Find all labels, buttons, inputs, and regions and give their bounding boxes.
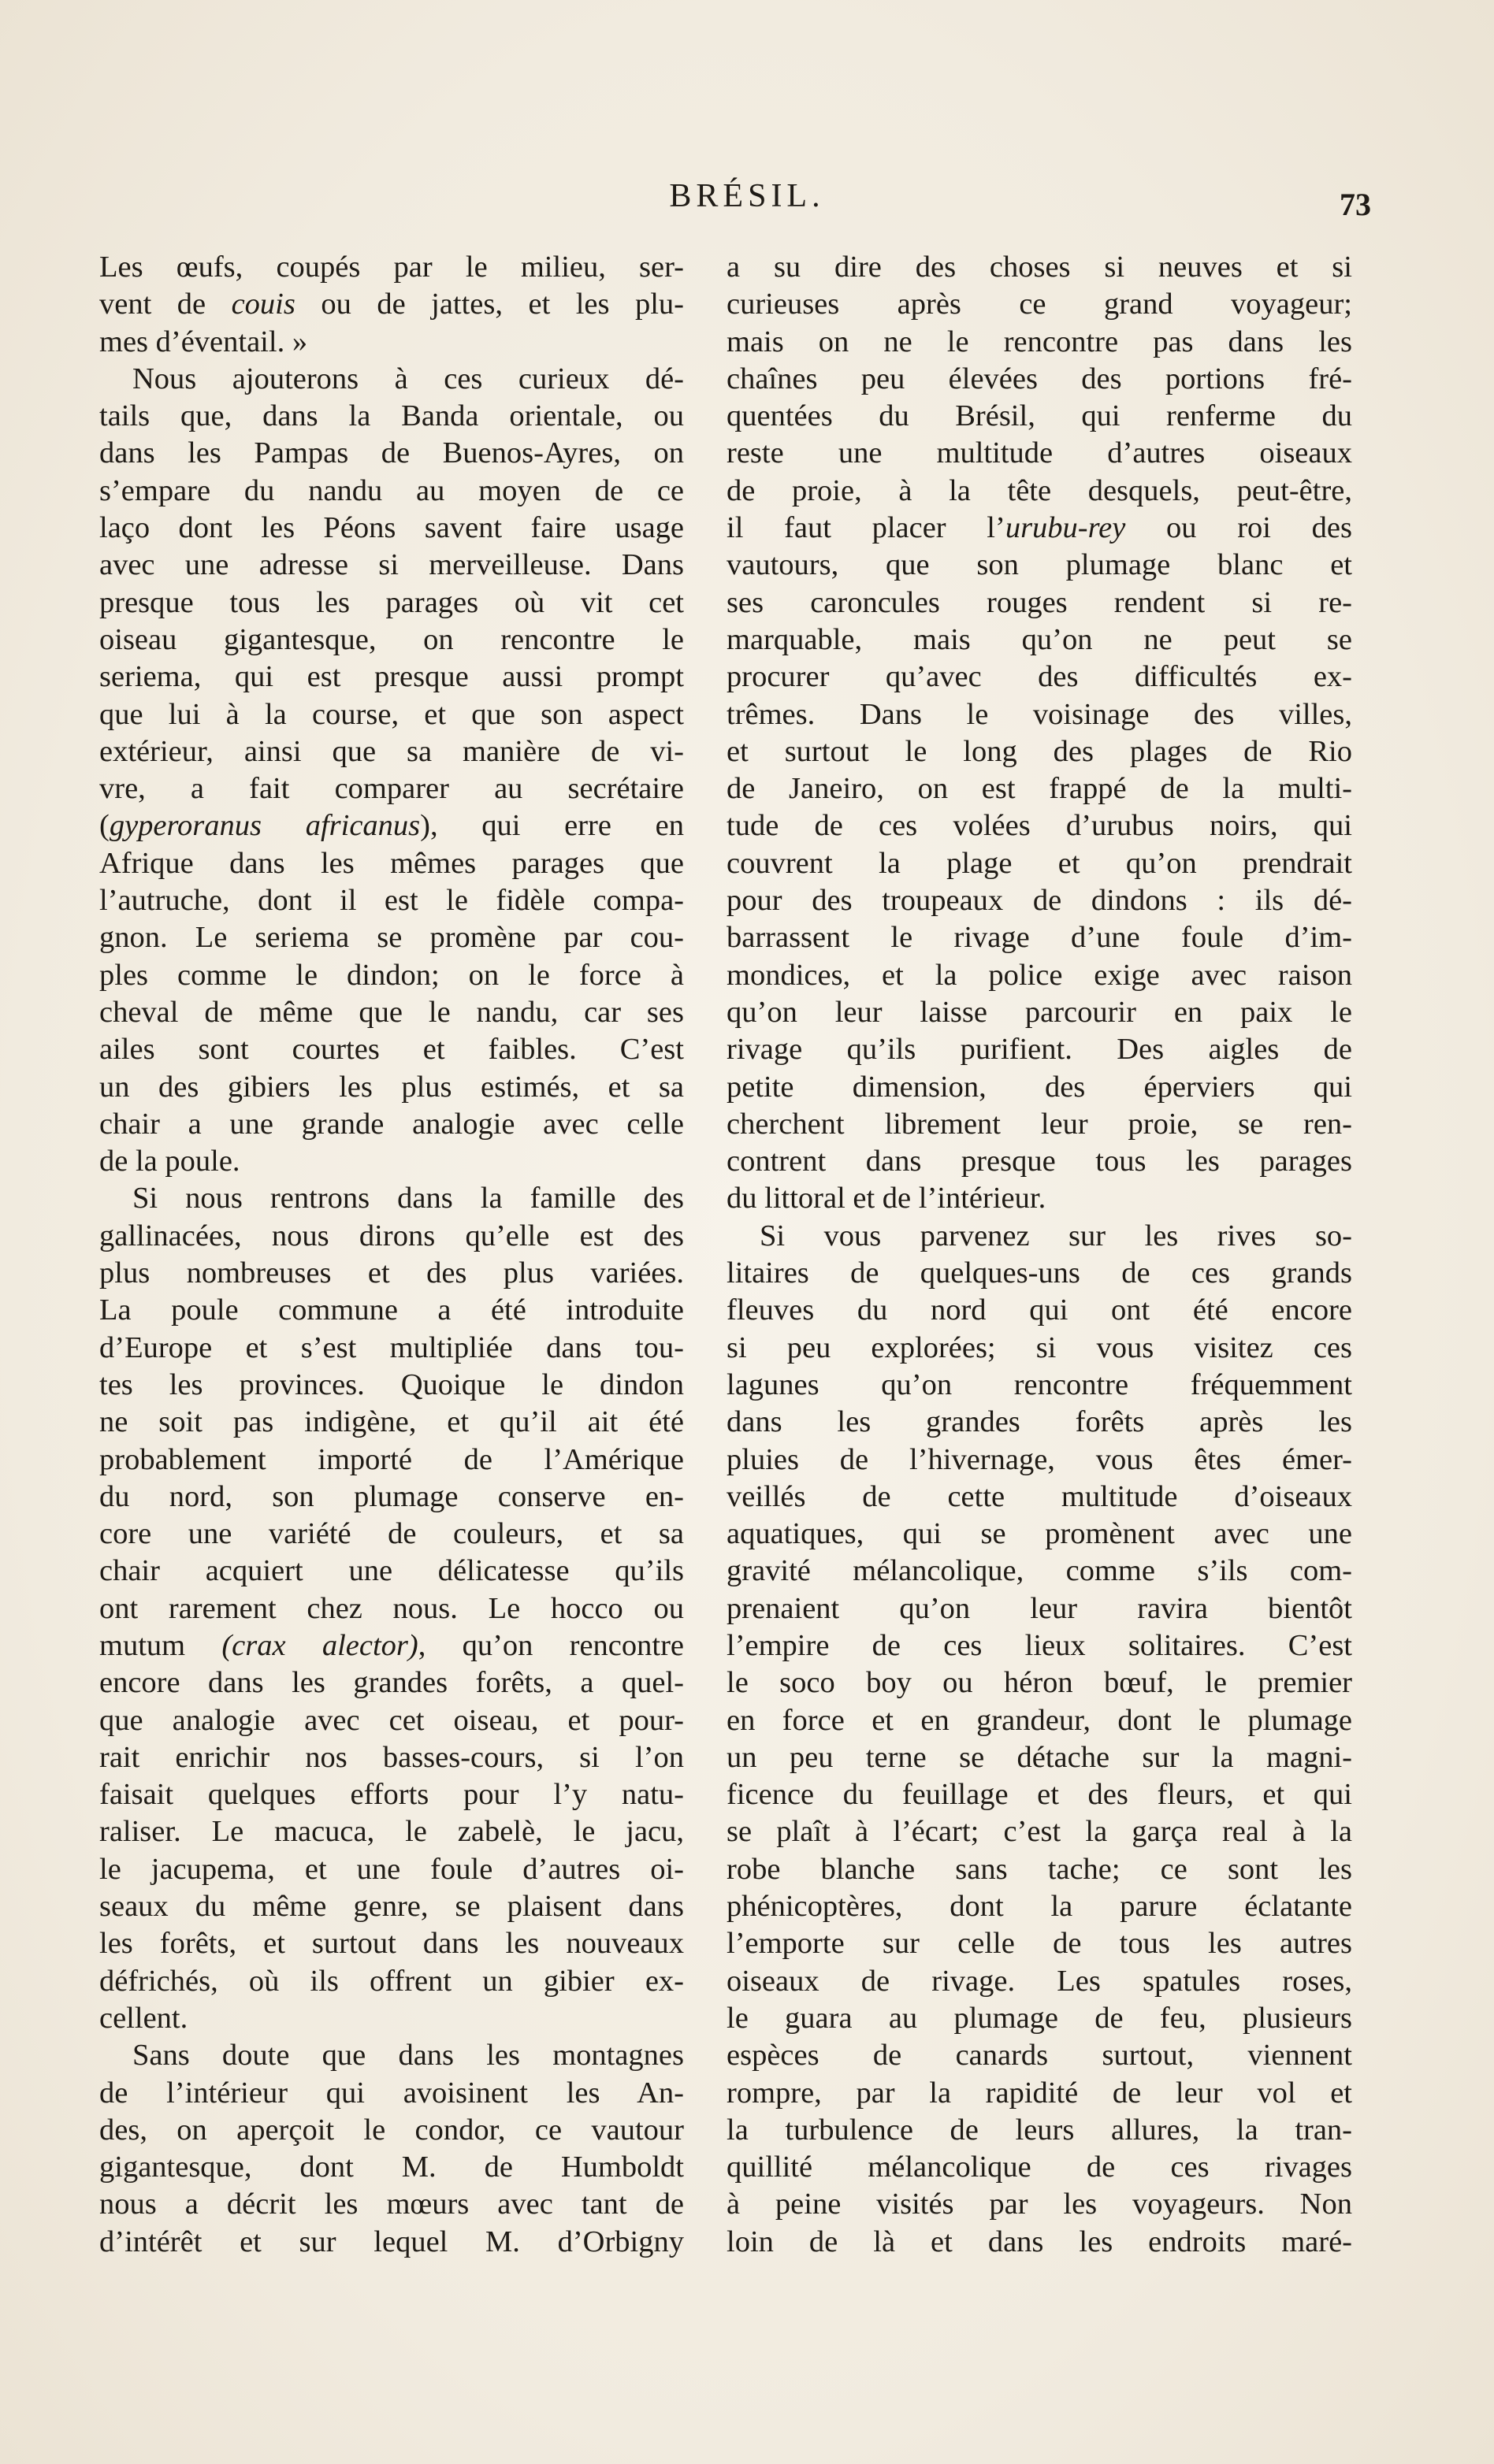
text-line: pour des troupeaux de dindons : ils dé- [727,884,1352,918]
text-line: rait enrichir nos basses-cours, si l’on [99,1740,684,1774]
text-line: encore dans les grandes forêts, a quel- [99,1666,684,1700]
text-line: la turbulence de leurs allures, la tran- [727,2113,1352,2147]
text-line: dans les Pampas de Buenos-Ayres, on [99,436,684,470]
text-line: mes d’éventail. » [99,325,308,358]
text-line: chair a une grande analogie avec celle [99,1107,684,1141]
text-line: Les œufs, coupés par le milieu, ser- [99,250,684,284]
text-line: plus nombreuses et des plus variées. [99,1256,684,1290]
page-number: 73 [1340,187,1371,222]
text-line: fleuves du nord qui ont été encore [727,1293,1352,1327]
text-line: se plaît à l’écart; c’est la garça real à la [727,1815,1352,1849]
text-line: Afrique dans les mêmes parages que [99,846,684,880]
italic-term: urubu-rey [1005,511,1126,545]
text-line: contrent dans presque tous les parages [727,1145,1352,1178]
text-line: robe blanche sans tache; ce sont les [727,1852,1352,1886]
text-line: lagunes qu’on rencontre fréquemment [727,1367,1352,1401]
text-line: défrichés, où ils offrent un gibier ex- [99,1964,684,1998]
text-line: presque tous les parages où vit cet [99,585,684,619]
text-line-part: vent de [99,288,232,321]
text-line: du littoral et de l’intérieur. [727,1182,1046,1215]
text-line: probablement importé de l’Amérique [99,1442,684,1476]
text-line: phénicoptères, dont la parure éclatante [727,1890,1352,1924]
text-line: tes les provinces. Quoique le dindon [99,1367,684,1401]
text-line: cheval de même que le nandu, car ses [99,995,684,1029]
text-line: de proie, à la tête desquels, peut-être, [727,473,1352,507]
text-line: ailes sont courtes et faibles. C’est [99,1033,684,1067]
text-line: des, on aperçoit le condor, ce vautour [99,2113,684,2147]
text-line: La poule commune a été introduite [99,1293,684,1327]
text-line: core une variété de couleurs, et sa [99,1517,684,1551]
text-line: les forêts, et surtout dans les nouveaux [99,1927,684,1961]
text-line: le soco boy ou héron bœuf, le premier [727,1666,1352,1700]
text-line: oiseaux de rivage. Les spatules roses, [727,1964,1352,1998]
text-line: ne soit pas indigène, et qu’il ait été [99,1405,684,1439]
text-line: raliser. Le macuca, le zabelè, le jacu, [99,1815,684,1849]
text-line: gravité mélancolique, comme s’ils com- [727,1554,1352,1588]
text-line: prenaient qu’on leur ravira bientôt [727,1591,1352,1625]
text-line: ses caroncules rouges rendent si re- [727,585,1352,619]
text-line: s’empare du nandu au moyen de ce [99,473,684,507]
text-line: le jacupema, et une foule d’autres oi- [99,1852,684,1886]
text-line: a su dire des choses si neuves et si [727,250,1352,284]
text-line: seriema, qui est presque aussi prompt [99,660,684,694]
text-line: gallinacées, nous dirons qu’elle est des [99,1219,684,1252]
text-line: nous a décrit les mœurs avec tant de [99,2188,684,2221]
text-line: vre, a fait comparer au secrétaire [99,772,684,806]
text-line: l’empire de ces lieux solitaires. C’est [727,1628,1352,1662]
text-line: l’emporte sur celle de tous les autres [727,1927,1352,1961]
text-line: cellent. [99,2001,188,2035]
text-line: oiseau gigantesque, on rencontre le [99,622,684,656]
text-line: couvrent la plage et qu’on prendrait [727,846,1352,880]
text-line: de Janeiro, on est frappé de la multi- [727,772,1352,806]
text-line: cherchent librement leur proie, se ren- [727,1107,1352,1141]
text-line: ficence du feuillage et des fleurs, et qui [727,1778,1352,1812]
text-line: ont rarement chez nous. Le hocco ou [99,1591,684,1625]
italic-term: couis [231,288,295,321]
text-line: mondices, et la police exige avec raison [727,958,1352,992]
text-line-part: ), qui erre en [420,809,684,843]
text-line: chair acquiert une délicatesse qu’ils [99,1554,684,1588]
left-text-column [99,249,684,2261]
text-line: Si vous parvenez sur les rives so- [760,1219,1352,1252]
text-line: barrassent le rivage d’une foule d’im- [727,921,1352,955]
text-line: tude de ces volées d’urubus noirs, qui [727,809,1352,843]
text-line [727,510,1352,547]
text-line: Nous ajouterons à ces curieux dé- [132,362,684,395]
text-line: Sans doute que dans les montagnes [132,2039,684,2073]
text-line: procurer qu’avec des difficultés ex- [727,660,1352,694]
text-line: de l’intérieur qui avoisinent les An- [99,2076,684,2110]
text-line-part: il faut placer l’ [727,511,1005,545]
text-line: litaires de quelques-uns de ces grands [727,1256,1352,1290]
text-line: quentées du Brésil, qui renferme du [727,399,1352,433]
text-line: d’intérêt et sur lequel M. d’Orbigny [99,2225,684,2258]
text-line: quillité mélancolique de ces rivages [727,2150,1352,2184]
text-line: un peu terne se détache sur la magni- [727,1740,1352,1774]
italic-term: (crax alector) [221,1628,418,1662]
text-line: petite dimension, des éperviers qui [727,1070,1352,1104]
text-line: qu’on leur laisse parcourir en paix le [727,995,1352,1029]
text-line: en force et en grandeur, dont le plumage [727,1703,1352,1737]
text-line: d’Europe et s’est multipliée dans tou- [99,1330,684,1364]
text-line-part: , qu’on rencontre [418,1628,684,1662]
text-line: si peu explorées; si vous visitez ces [727,1330,1352,1364]
text-line: gigantesque, dont M. de Humboldt [99,2150,684,2184]
text-line: un des gibiers les plus estimés, et sa [99,1070,684,1104]
text-line [99,807,684,844]
text-line: rivage qu’ils purifient. Des aigles de [727,1033,1352,1067]
text-line: que analogie avec cet oiseau, et pour- [99,1703,684,1737]
text-line: de la poule. [99,1145,240,1178]
text-line: Si nous rentrons dans la famille des [132,1182,684,1215]
text-line: et surtout le long des plages de Rio [727,734,1352,768]
text-line-part: ( [99,809,110,843]
text-line [99,286,684,323]
text-line-part: mutum [99,1628,222,1662]
text-line [99,1627,684,1664]
text-line-part: ou roi des [1125,511,1352,545]
text-line: vautours, que son plumage blanc et [727,548,1352,582]
text-line: extérieur, ainsi que sa manière de vi- [99,734,684,768]
text-line: marquable, mais qu’on ne peut se [727,622,1352,656]
text-line: veillés de cette multitude d’oiseaux [727,1479,1352,1513]
text-line: du nord, son plumage conserve en- [99,1479,684,1513]
text-line: laço dont les Péons savent faire usage [99,511,684,545]
text-line: trêmes. Dans le voisinage des villes, [727,697,1352,731]
text-line: loin de là et dans les endroits maré- [727,2225,1352,2258]
text-line: seaux du même genre, se plaisent dans [99,1890,684,1924]
right-text-column [727,249,1352,2261]
text-line: rompre, par la rapidité de leur vol et [727,2076,1352,2110]
text-line: tails que, dans la Banda orientale, ou [99,399,684,433]
italic-term: gyperoranus africanus [109,809,421,843]
text-line: avec une adresse si merveilleuse. Dans [99,548,684,582]
text-line-part: ou de jattes, et les plu- [295,288,684,321]
text-line: ples comme le dindon; on le force à [99,958,684,992]
text-line: pluies de l’hivernage, vous êtes émer- [727,1442,1352,1476]
text-line: aquatiques, qui se promènent avec une [727,1517,1352,1551]
text-line: mais on ne le rencontre pas dans les [727,325,1352,358]
text-line: l’autruche, dont il est le fidèle compa- [99,884,684,918]
text-line: faisait quelques efforts pour l’y natu- [99,1778,684,1812]
text-line: reste une multitude d’autres oiseaux [727,436,1352,470]
running-head-title: BRÉSIL. [669,178,825,214]
text-line: dans les grandes forêts après les [727,1405,1352,1439]
text-line: à peine visités par les voyageurs. Non [727,2188,1352,2221]
text-line: le guara au plumage de feu, plusieurs [727,2001,1352,2035]
text-line: que lui à la course, et que son aspect [99,697,684,731]
text-line: gnon. Le seriema se promène par cou- [99,921,684,955]
text-line: espèces de canards surtout, viennent [727,2039,1352,2073]
text-line: curieuses après ce grand voyageur; [727,288,1352,321]
text-line: chaînes peu élevées des portions fré- [727,362,1352,395]
